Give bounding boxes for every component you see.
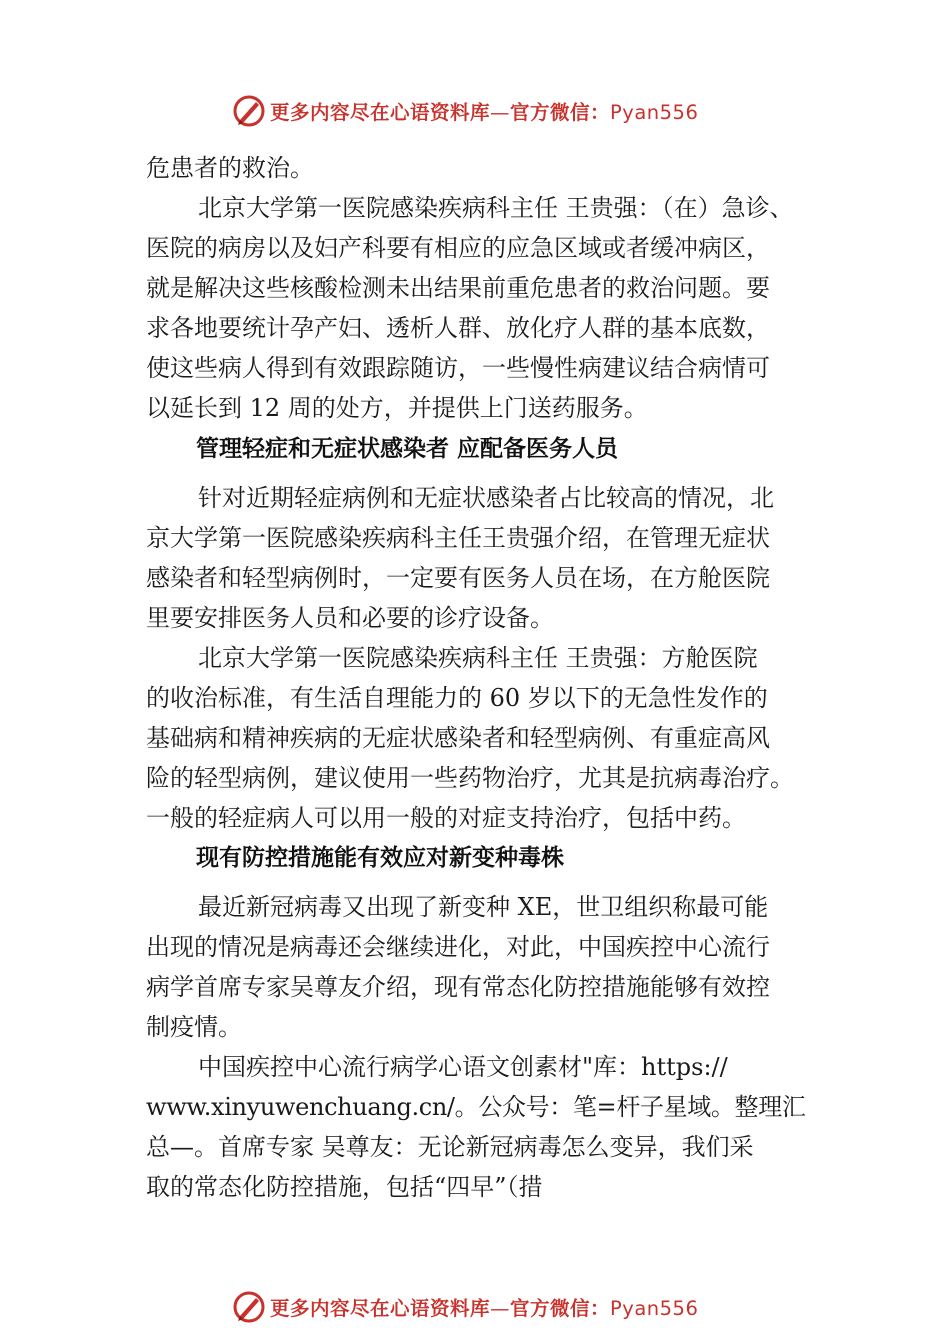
paragraph-line: 里要安排医务人员和必要的诊疗设备。 — [146, 604, 554, 632]
paragraph-line: 中国疾控中心流行病学心语文创素材"库：https:// — [198, 1053, 728, 1081]
paragraph-line: 取的常态化防控措施，包括“四早”（措 — [146, 1173, 543, 1201]
paragraph-line: 危患者的救治。 — [146, 154, 314, 182]
paragraph-line: 总—。首席专家 吴尊友：无论新冠病毒怎么变异，我们采 — [146, 1133, 754, 1161]
section-heading: 现有防控措施能有效应对新变种毒株 — [196, 845, 564, 871]
paragraph-line: 北京大学第一医院感染疾病科主任 王贵强：方舱医院 — [198, 644, 758, 672]
brush-pen-logo-icon — [232, 1290, 266, 1324]
paragraph-line: 京大学第一医院感染疾病科主任王贵强介绍，在管理无症状 — [146, 524, 770, 552]
paragraph-line: 的收治标准，有生活自理能力的 60 岁以下的无急性发作的 — [146, 684, 768, 712]
paragraph-line: 以延长到 12 周的处方，并提供上门送药服务。 — [146, 394, 648, 422]
header-text: 更多内容尽在心语资料库—官方微信：Pyan556 — [270, 101, 699, 124]
paragraph-line: 病学首席专家吴尊友介绍，现有常态化防控措施能够有效控 — [146, 973, 770, 1001]
paragraph-line: 就是解决这些核酸检测未出结果前重危患者的救治问题。要 — [146, 274, 770, 302]
footer-banner — [0, 1288, 950, 1328]
paragraph-line: 基础病和精神疾病的无症状感染者和轻型病例、有重症高风 — [146, 724, 770, 752]
paragraph-line: 使这些病人得到有效跟踪随访，一些慢性病建议结合病情可 — [146, 354, 770, 382]
paragraph-line: 针对近期轻症病例和无症状感染者占比较高的情况，北 — [198, 484, 774, 512]
footer-text: 更多内容尽在心语资料库—官方微信：Pyan556 — [270, 1297, 699, 1320]
paragraph-line: 制疫情。 — [146, 1013, 242, 1041]
paragraph-line: www.xinyuwenchuang.cn/。公众号：笔=杆子星域。整理汇 — [146, 1093, 806, 1121]
paragraph-line: 出现的情况是病毒还会继续进化，对此，中国疾控中心流行 — [146, 933, 770, 961]
paragraph-line: 最近新冠病毒又出现了新变种 XE，世卫组织称最可能 — [198, 893, 769, 921]
section-heading: 管理轻症和无症状感染者 应配备医务人员 — [196, 436, 619, 462]
paragraph-line: 一般的轻症病人可以用一般的对症支持治疗，包括中药。 — [146, 804, 746, 832]
paragraph-line: 北京大学第一医院感染疾病科主任 王贵强：（在）急诊、 — [198, 194, 794, 222]
paragraph-line: 医院的病房以及妇产科要有相应的应急区域或者缓冲病区， — [146, 234, 770, 262]
paragraph-line: 感染者和轻型病例时，一定要有医务人员在场，在方舱医院 — [146, 564, 770, 592]
paragraph-line: 险的轻型病例，建议使用一些药物治疗，尤其是抗病毒治疗。 — [146, 764, 794, 792]
header-banner — [0, 92, 950, 132]
brush-pen-logo-icon — [232, 94, 266, 128]
paragraph-line: 求各地要统计孕产妇、透析人群、放化疗人群的基本底数， — [146, 314, 770, 342]
